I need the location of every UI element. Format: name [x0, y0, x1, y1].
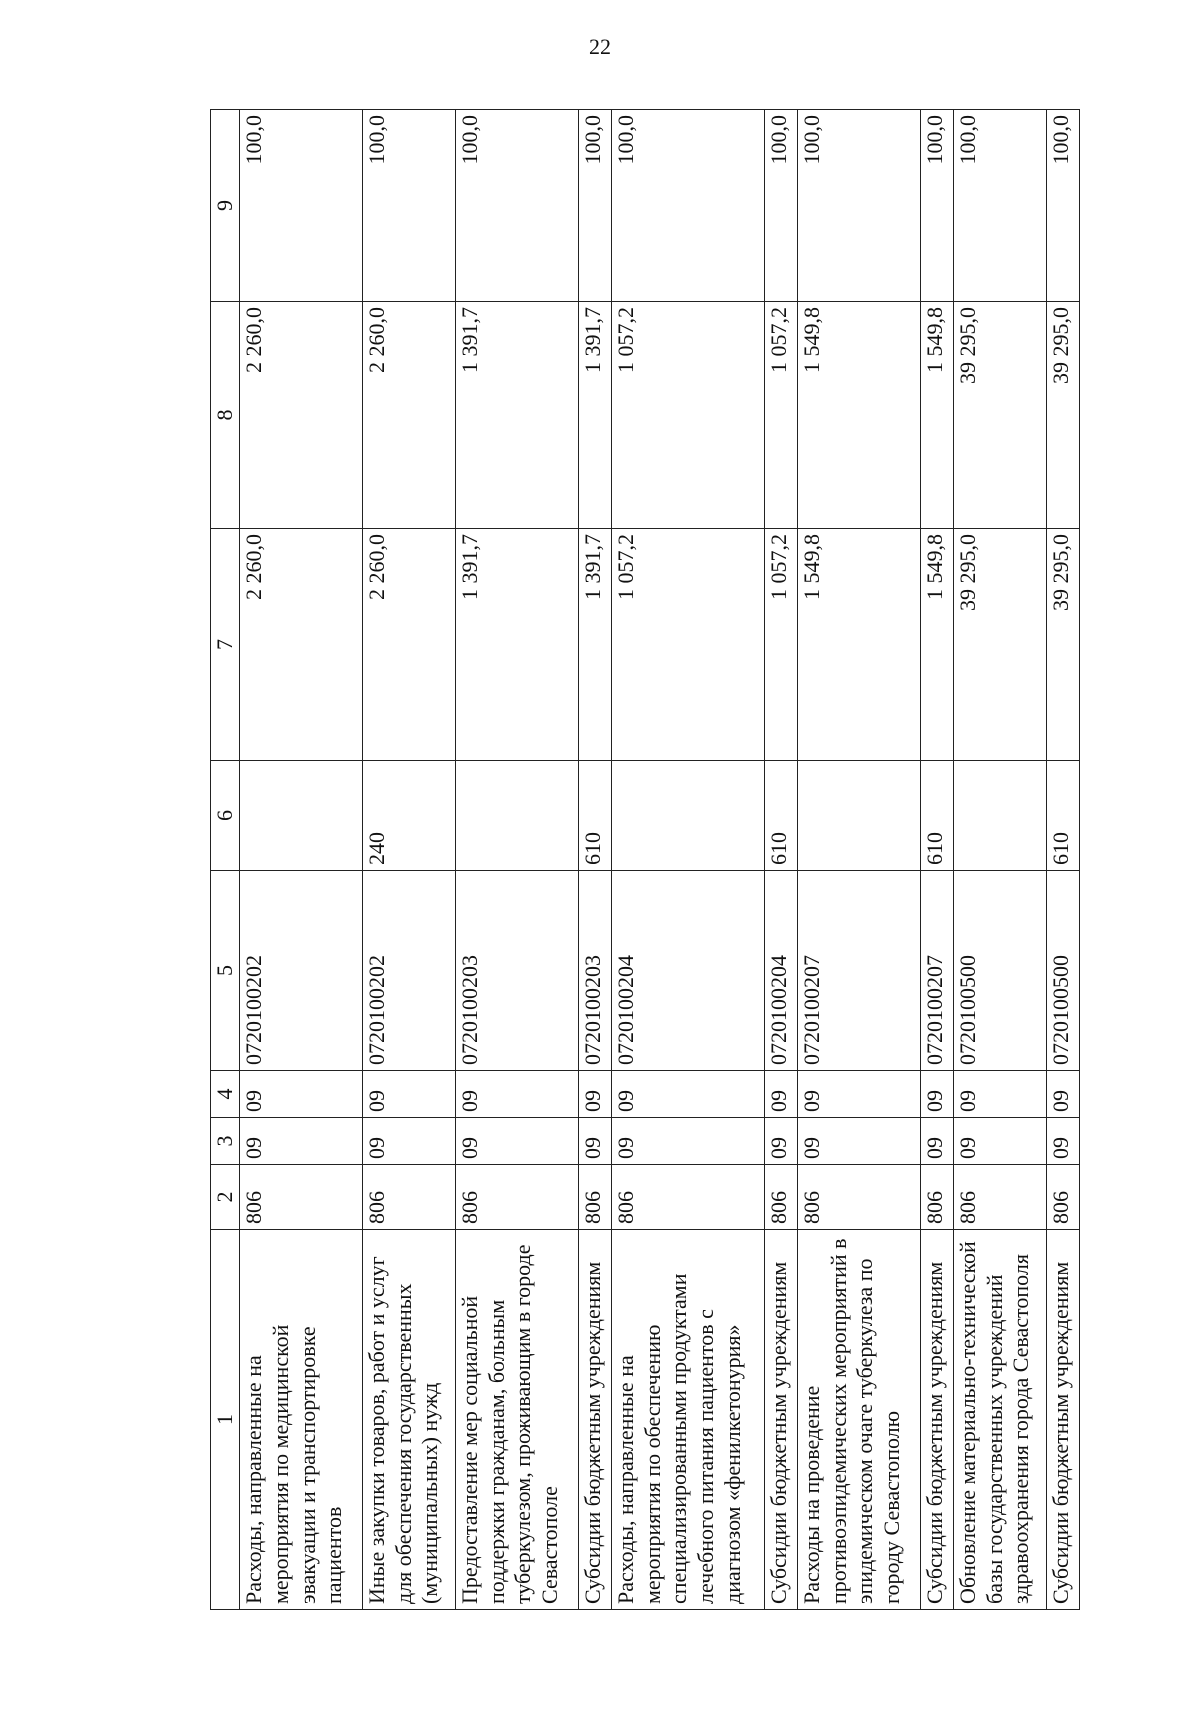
row-name: Предоставление мер социальной поддержки гражданам, больным туберкулезом, проживающим в городе Севастополе [455, 1230, 578, 1610]
cell-c3: 09 [578, 1118, 611, 1165]
cell-c6 [797, 761, 920, 871]
cell-c7: 1 057,2 [611, 529, 764, 761]
cell-c7: 1 549,8 [920, 529, 953, 761]
cell-c2: 806 [240, 1165, 363, 1230]
cell-c9: 100,0 [764, 110, 797, 302]
header-cell: 3 [211, 1118, 240, 1165]
cell-c3: 09 [455, 1118, 578, 1165]
cell-c8: 1 391,7 [455, 302, 578, 529]
cell-c4: 09 [611, 1071, 764, 1118]
cell-c5: 0720100203 [455, 871, 578, 1071]
cell-c7: 1 549,8 [797, 529, 920, 761]
cell-c2: 806 [362, 1165, 455, 1230]
cell-c3: 09 [797, 1118, 920, 1165]
cell-c3: 09 [764, 1118, 797, 1165]
cell-c4: 09 [920, 1071, 953, 1118]
cell-c2: 806 [953, 1165, 1046, 1230]
row-name: Субсидии бюджетным учреждениям [920, 1230, 953, 1610]
cell-c2: 806 [611, 1165, 764, 1230]
cell-c6 [611, 761, 764, 871]
cell-c5: 0720100207 [797, 871, 920, 1071]
row-name: Субсидии бюджетным учреждениям [1046, 1230, 1079, 1610]
header-cell: 5 [211, 871, 240, 1071]
cell-c3: 09 [611, 1118, 764, 1165]
table-row [455, 110, 578, 1610]
cell-c5: 0720100202 [240, 871, 363, 1071]
cell-c2: 806 [578, 1165, 611, 1230]
header-cell: 8 [211, 302, 240, 529]
cell-c5: 0720100203 [578, 871, 611, 1071]
cell-c6: 610 [764, 761, 797, 871]
header-cell: 1 [211, 1230, 240, 1610]
table-row [1046, 110, 1079, 1610]
cell-c6: 610 [578, 761, 611, 871]
header-cell: 6 [211, 761, 240, 871]
cell-c2: 806 [764, 1165, 797, 1230]
cell-c7: 1 391,7 [578, 529, 611, 761]
cell-c5: 0720100500 [953, 871, 1046, 1071]
cell-c3: 09 [920, 1118, 953, 1165]
cell-c9: 100,0 [578, 110, 611, 302]
cell-c4: 09 [764, 1071, 797, 1118]
cell-c4: 09 [455, 1071, 578, 1118]
cell-c6: 610 [920, 761, 953, 871]
row-name: Иные закупки товаров, работ и услуг для обеспечения государственных (муниципальных) нужд [362, 1230, 455, 1610]
row-name: Обновление материально-технической базы государственных учреждений здравоохранения города Севастополя [953, 1230, 1046, 1610]
cell-c8: 2 260,0 [240, 302, 363, 529]
cell-c3: 09 [240, 1118, 363, 1165]
cell-c5: 0720100202 [362, 871, 455, 1071]
cell-c7: 39 295,0 [953, 529, 1046, 761]
cell-c9: 100,0 [953, 110, 1046, 302]
cell-c4: 09 [797, 1071, 920, 1118]
table-row [797, 110, 920, 1610]
cell-c8: 39 295,0 [953, 302, 1046, 529]
cell-c4: 09 [362, 1071, 455, 1118]
cell-c5: 0720100204 [764, 871, 797, 1071]
cell-c3: 09 [362, 1118, 455, 1165]
row-name: Субсидии бюджетным учреждениям [764, 1230, 797, 1610]
header-cell: 9 [211, 110, 240, 302]
table-row [362, 110, 455, 1610]
header-cell: 4 [211, 1071, 240, 1118]
rotated-table-wrapper [210, 110, 1080, 1610]
cell-c8: 1 057,2 [764, 302, 797, 529]
row-name: Расходы, направленные на мероприятия по медицинской эвакуации и транспортировке пациентов [240, 1230, 363, 1610]
cell-c3: 09 [953, 1118, 1046, 1165]
cell-c4: 09 [953, 1071, 1046, 1118]
cell-c9: 100,0 [240, 110, 363, 302]
cell-c7: 1 057,2 [764, 529, 797, 761]
cell-c8: 1 057,2 [611, 302, 764, 529]
cell-c9: 100,0 [1046, 110, 1079, 302]
cell-c7: 2 260,0 [240, 529, 363, 761]
cell-c8: 2 260,0 [362, 302, 455, 529]
cell-c2: 806 [920, 1165, 953, 1230]
cell-c8: 1 391,7 [578, 302, 611, 529]
page-number: 22 [589, 34, 611, 59]
cell-c8: 1 549,8 [797, 302, 920, 529]
row-name: Расходы на проведение противоэпидемических мероприятий в эпидемическом очаге туберкулеза по городу Севастополю [797, 1230, 920, 1610]
cell-c4: 09 [240, 1071, 363, 1118]
table-row [240, 110, 363, 1610]
budget-table [210, 109, 1080, 1610]
row-name: Субсидии бюджетным учреждениям [578, 1230, 611, 1610]
cell-c2: 806 [797, 1165, 920, 1230]
cell-c2: 806 [455, 1165, 578, 1230]
table-row [611, 110, 764, 1610]
cell-c6 [455, 761, 578, 871]
cell-c9: 100,0 [455, 110, 578, 302]
table-row [920, 110, 953, 1610]
cell-c6: 610 [1046, 761, 1079, 871]
cell-c7: 2 260,0 [362, 529, 455, 761]
cell-c3: 09 [1046, 1118, 1079, 1165]
cell-c6 [953, 761, 1046, 871]
cell-c8: 1 549,8 [920, 302, 953, 529]
cell-c5: 0720100207 [920, 871, 953, 1071]
cell-c5: 0720100500 [1046, 871, 1079, 1071]
table-row [764, 110, 797, 1610]
table-row [578, 110, 611, 1610]
header-cell: 2 [211, 1165, 240, 1230]
cell-c9: 100,0 [362, 110, 455, 302]
cell-c6: 240 [362, 761, 455, 871]
cell-c7: 39 295,0 [1046, 529, 1079, 761]
cell-c5: 0720100204 [611, 871, 764, 1071]
cell-c8: 39 295,0 [1046, 302, 1079, 529]
cell-c4: 09 [578, 1071, 611, 1118]
row-name: Расходы, направленные на мероприятия по обеспечению специализированными продуктами лечебного питания пациентов с диагнозом «фенилкетонурия» [611, 1230, 764, 1610]
cell-c6 [240, 761, 363, 871]
table-row [953, 110, 1046, 1610]
cell-c9: 100,0 [920, 110, 953, 302]
cell-c9: 100,0 [797, 110, 920, 302]
cell-c2: 806 [1046, 1165, 1079, 1230]
cell-c7: 1 391,7 [455, 529, 578, 761]
header-cell: 7 [211, 529, 240, 761]
cell-c9: 100,0 [611, 110, 764, 302]
table-header-row [211, 110, 240, 1610]
cell-c4: 09 [1046, 1071, 1079, 1118]
